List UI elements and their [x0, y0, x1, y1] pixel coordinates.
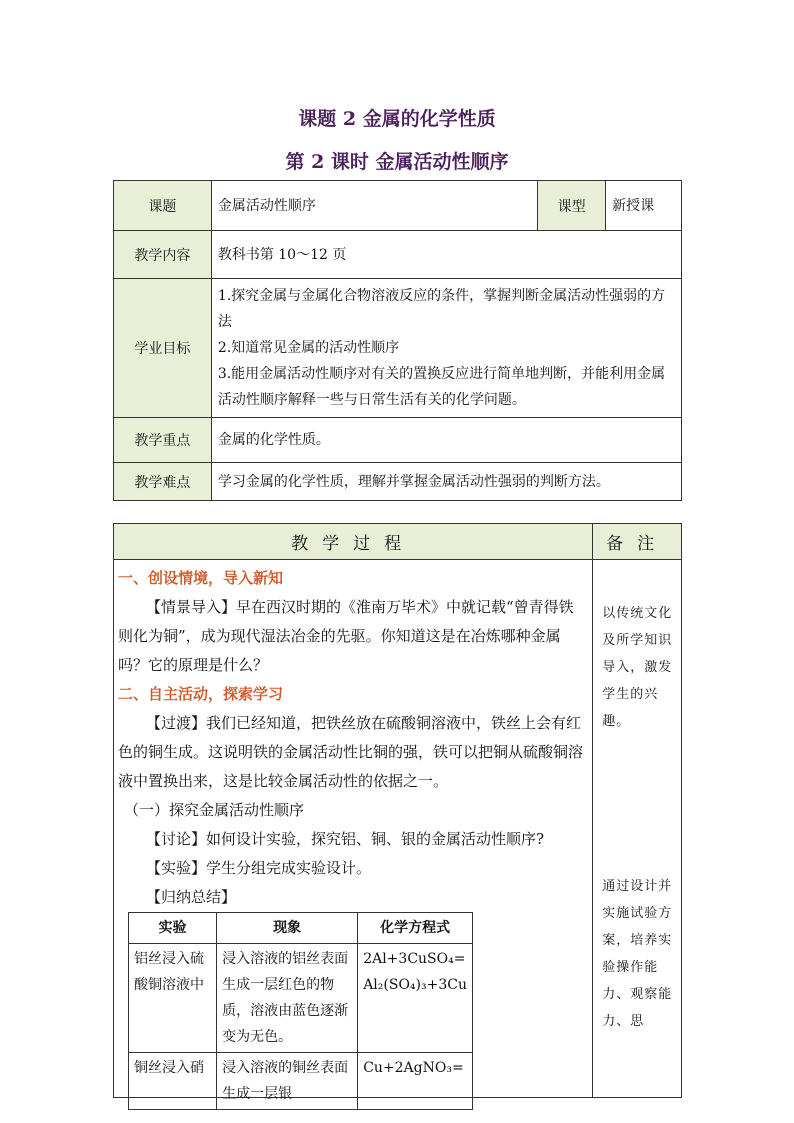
equation-cell: [358, 1053, 473, 1110]
process-content: [114, 560, 593, 1102]
topic-label: 课题: [114, 181, 212, 231]
type-value: 新授课: [606, 181, 682, 231]
type-label: 课型: [538, 181, 606, 231]
column-header: 化学方程式: [358, 913, 473, 944]
paragraph: 【讨论】如何设计实验，探究铝、铜、银的金属活动性顺序?: [146, 830, 545, 848]
phenomenon-cell: 浸入溶液的铝丝表面生成一层红色的物质，溶液由蓝色逐渐变为无色。: [217, 944, 358, 1053]
goals-label: 学业目标: [114, 279, 212, 418]
teaching-process-table: [113, 523, 682, 1102]
equation-line: 2Al+3CuSO₄=: [363, 951, 466, 967]
content-label: 教学内容: [114, 231, 212, 279]
info-row-key: [114, 418, 682, 463]
experiment-cell: 铜丝浸入硝: [129, 1053, 217, 1110]
column-header: 实验: [129, 913, 217, 944]
equation-cell: [358, 944, 473, 1053]
goal-item: 2.知道常见金属的活动性顺序: [217, 340, 400, 356]
equation-line: Cu+2AgNO₃=: [363, 1060, 464, 1076]
process-body-row: [114, 560, 682, 1098]
goals-list: [211, 279, 681, 418]
page-title: 课题 2 金属的化学性质: [298, 108, 496, 130]
paragraph: 【情景导入】早在西汉时期的《淮南万毕术》中就记载“曾青得铁则化为铜”，成为现代湿法冶金的先驱。你知道这是在冶炼哪种金属吗？它的原理是什么？: [118, 598, 574, 674]
difficulty-value: 学习金属的化学性质，理解并掌握金属活动性强弱的判断方法。: [211, 463, 681, 501]
section-heading: 二、自主活动，探索学习: [118, 685, 284, 703]
table-row: [129, 1053, 473, 1110]
column-header: 现象: [217, 913, 358, 944]
page-subtitle: 第 2 课时 金属活动性顺序: [285, 151, 509, 173]
note-text: 通过设计并实施试验方案，培养实验操作能力、观察能力、思: [602, 879, 673, 1029]
subsection-heading: （一）探究金属活动性顺序: [124, 801, 305, 819]
key-value: 金属的化学性质。: [211, 418, 681, 463]
experiment-header-row: [129, 913, 473, 944]
info-row-topic: [114, 181, 682, 231]
notes-content: [593, 560, 682, 1098]
paragraph: 【归纳总结】: [146, 888, 237, 906]
process-header: 教学过程: [114, 524, 593, 560]
info-row-difficulty: [114, 463, 682, 501]
goal-item: 3.能用金属活动性顺序对有关的置换反应进行简单地判断，并能利用金属活动性顺序解释一些与日常生活有关的化学问题。: [217, 366, 666, 408]
difficulty-label: 教学难点: [114, 463, 212, 501]
goal-item: 1.探究金属与金属化合物溶液反应的条件，掌握判断金属活动性强弱的方法: [217, 288, 666, 330]
info-row-goals: [114, 279, 682, 418]
note-text: 以传统文化及所学知识导入，激发学生的兴趣。: [602, 606, 673, 729]
equation-line: Al₂(SO₄)₃+3Cu: [363, 977, 467, 993]
key-label: 教学重点: [114, 418, 212, 463]
section-heading: 一、创设情境，导入新知: [118, 569, 284, 587]
notes-header: 备注: [593, 524, 682, 560]
table-row: [129, 944, 473, 1053]
info-row-content: [114, 231, 682, 279]
lesson-info-table: [113, 180, 682, 501]
topic-value: 金属活动性顺序: [211, 181, 537, 231]
paragraph: 【实验】学生分组完成实验设计。: [146, 859, 372, 877]
experiment-table: [128, 912, 473, 1110]
phenomenon-cell: 浸入溶液的铜丝表面生成一层银: [217, 1053, 358, 1110]
content-value: 教科书第 10～12 页: [211, 231, 681, 279]
paragraph: 【过渡】我们已经知道，把铁丝放在硫酸铜溶液中，铁丝上会有红色的铜生成。这说明铁的金属活动性比铜的强，铁可以把铜从硫酸铜溶液中置换出来，这是比较金属活动性的依据之一。: [118, 714, 584, 790]
process-header-row: [114, 524, 682, 560]
experiment-cell: 铝丝浸入硫酸铜溶液中: [129, 944, 217, 1053]
